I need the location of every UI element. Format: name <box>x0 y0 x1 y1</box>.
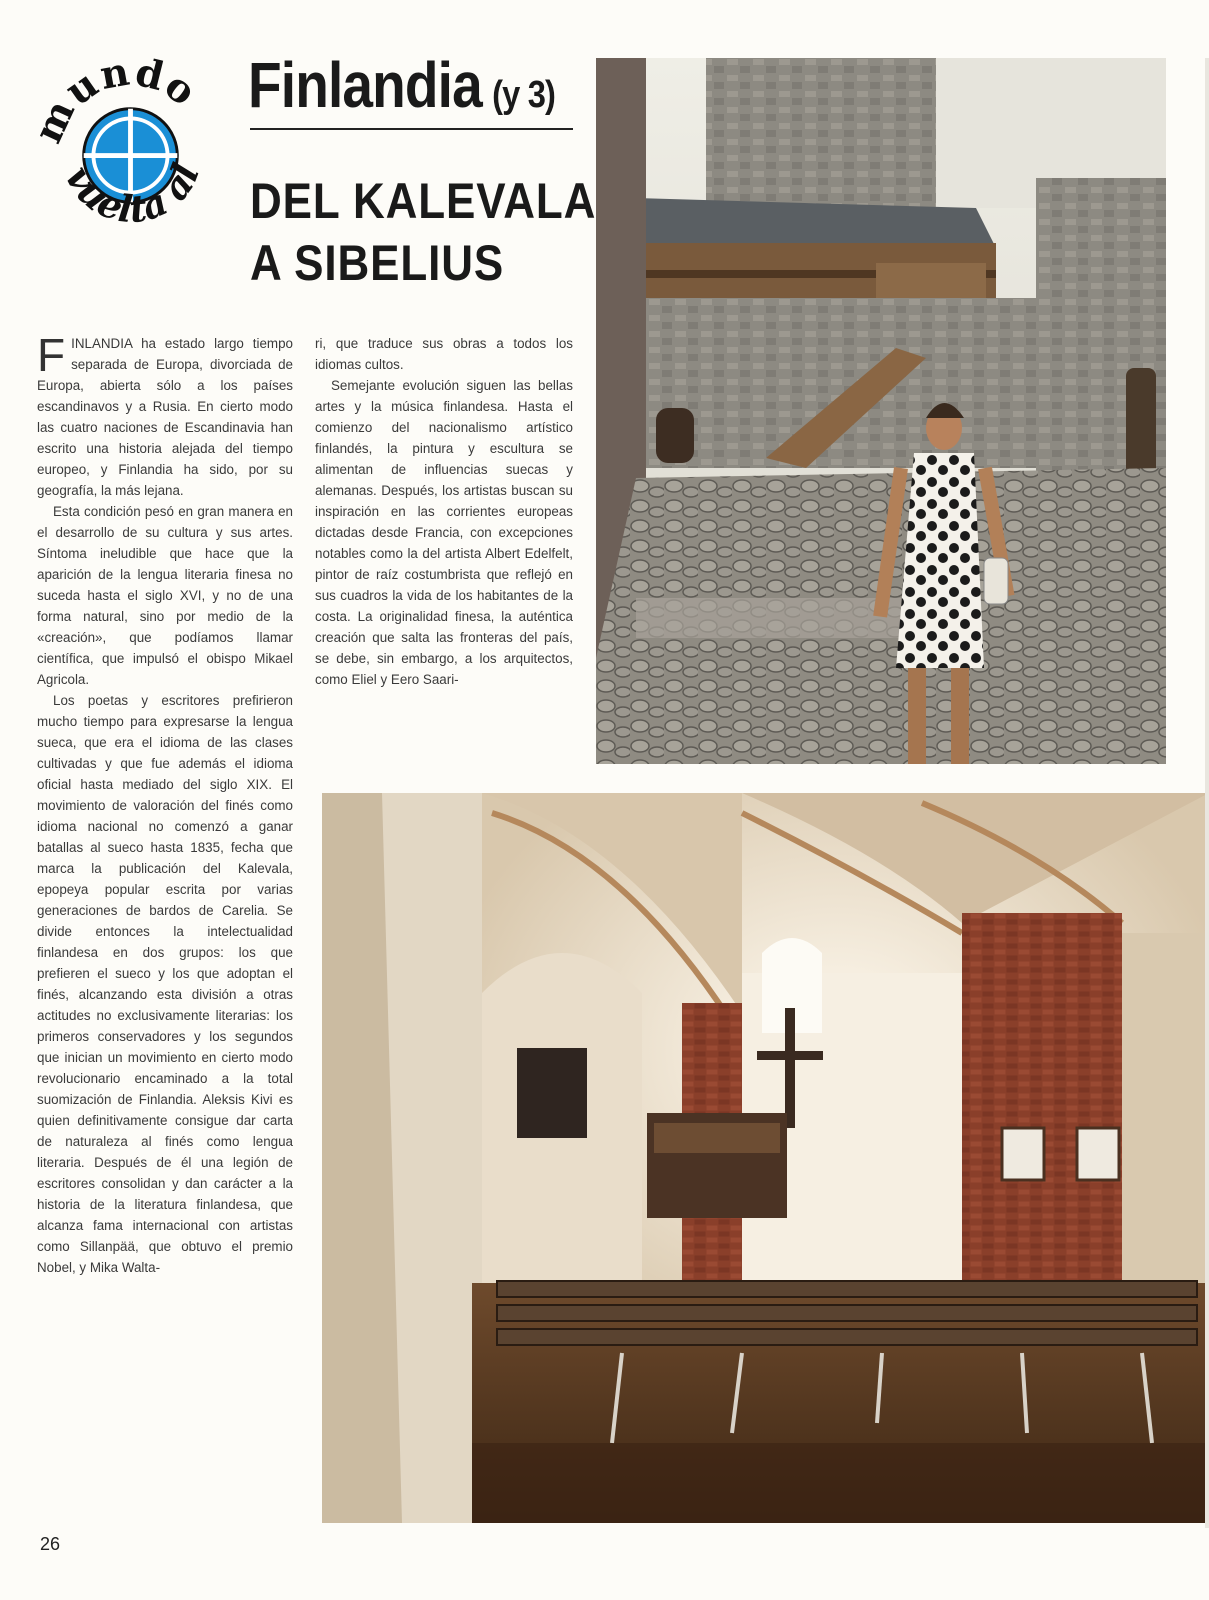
globe-icon <box>33 58 228 253</box>
paragraph: Esta condición pesó en gran manera en el desarrollo de su cultura y sus artes. Síntoma ineludible que hace que la aparición de la lengua literaria finesa no suceda hasta el siglo XVI, y no de una forma natural, sino por medio de la «creación», que podíamos llamar científica, que impulsó el obispo Mikael Agricola. <box>37 504 293 687</box>
paragraph: ri, que traduce sus obras a todos los idiomas cultos. <box>315 336 573 372</box>
headline-line-2: A SIBELIUS <box>250 235 505 291</box>
paragraph: Semejante evolución siguen las bellas artes y la música finlandesa. Hasta el comienzo del nacionalismo artístico finlandés, la pintura y escultura se alimentan de influencias suecas y alemanas. Después, los artistas buscan su inspiración en las corrientes europeas dictadas desde Francia, con excepciones notables como la del artista Albert Edelfelt, pintor de raíz costumbrista que reflejó en sus cuadros la vida de los habitantes de la costa. La originalidad finesa, la auténtica creación que salta las fronteras del país, se debe, sin embargo, a los arquitectos, como Eliel y Eero Saari- <box>315 378 573 687</box>
drop-cap: F <box>37 329 66 381</box>
title-text: Finlandia <box>248 49 482 121</box>
title-suffix: (y 3) <box>492 74 556 116</box>
page-edge <box>1205 58 1209 1528</box>
paragraph: Los poetas y escritores prefirieron mucho tiempo para expresarse la lengua sueca, que era el idioma de las clases cultivadas y que fue además el idioma oficial hasta mediado del siglo XIX. El movimiento de valoración del finés como idioma nacional no comenzó a ganar batallas al sueco hasta 1835, fecha que marca la publicación del Kalevala, epopeya popular escrita por varias generaciones de bardos de Carelia. Se divide entonces la intelectualidad finlandesa en dos grupos: los que prefieren el sueco y los que adoptan el finés, alcanzando esta división a otras actitudes no exclusivamente literarias: los primeros conservadores y los segundos que inician un movimiento en cierto modo revolucionario encaminado a la total suomización de Finlandia. Aleksis Kivi es quien definitivamente consigue dar carta de naturaleza al finés como lengua literaria. Después de él una legión de escritores consolidan y dan carácter a la historia de la literatura finlandesa, que alcanza fama internacional con artistas como Sillanpää, que obtuvo el premio Nobel, y Mika Walta- <box>37 693 293 1275</box>
title-rule <box>250 128 573 130</box>
headline-line-1: DEL KALEVALA <box>250 173 597 229</box>
article-column-1 <box>37 329 293 1528</box>
article-title <box>248 48 555 122</box>
paragraph <box>37 329 293 501</box>
church-interior-photo <box>322 793 1209 1523</box>
svg-text:mundo: undo <box>57 58 207 117</box>
page-number: 26 <box>40 1534 61 1554</box>
article-column-2 <box>315 333 573 773</box>
paragraph-text: INLANDIA ha estado largo tiempo separada de Europa, divorciada de Europa, abierta sólo a los países escandinavos y a Rusia. En cierto modo las cuatro naciones de Escandinavia han escrito una historia alejada del tiempo europeo, y Finlandia ha sido, por su geografía, la más lejana. <box>37 336 293 498</box>
svg-text:vuelta al: vuelta al <box>56 157 209 232</box>
magazine-section-logo <box>33 58 228 253</box>
article-headline <box>250 170 597 294</box>
castle-courtyard-photo <box>596 58 1166 764</box>
